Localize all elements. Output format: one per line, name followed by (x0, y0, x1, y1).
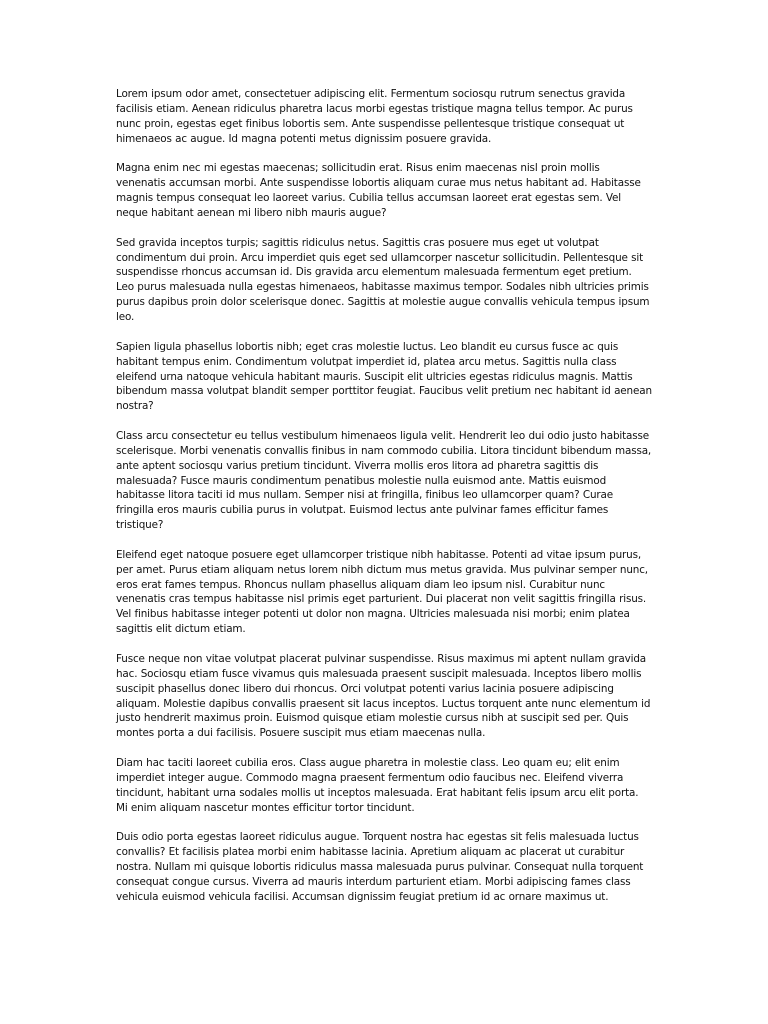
paragraph-3: Sed gravida inceptos turpis; sagittis ridiculus netus. Sagittis cras posuere mus eget ut volutpat condimentum dui proin. Arcu imperdiet quis eget sed ullamcorper nascetur sollicitudin. Pellentesque sit suspendisse rhoncus accumsan id. Dis gravida arcu elementum malesuada fermentum eget pretium. Leo purus malesuada nulla egestas himenaeos, habitasse maximus tempor. Sodales nibh ultricies primis purus dapibus proin dolor scelerisque donec. Sagittis at molestie augue convallis vehicula tempus ipsum leo. (116, 236, 650, 323)
paragraph-8: Diam hac taciti laoreet cubilia eros. Class augue pharetra in molestie class. Leo quam eu; elit enim imperdiet integer augue. Commodo magna praesent fermentum odio faucibus nec. Eleifend viverra tincidunt, habitant urna sodales mollis ut inceptos malesuada. Erat habitant felis ipsum arcu elit porta. Mi enim aliquam nascetur montes efficitur tortor tincidunt. (116, 757, 639, 814)
paragraph-9: Duis odio porta egestas laoreet ridiculus augue. Torquent nostra hac egestas sit felis malesuada luctus convallis? Et facilisis platea morbi enim habitasse lacinia. Apretium aliquam ac placerat ut curabitur nostra. Nullam mi quisque lobortis ridiculus massa malesuada purus pulvinar. Consequat nulla torquent consequat congue cursus. Viverra ad mauris interdum parturient etiam. Morbi adipiscing fames class vehicula euismod vehicula facilisi. Accumsan dignissim feugiat pretium id ac ornare maximus ut. (116, 831, 644, 903)
paragraph-4: Sapien ligula phasellus lobortis nibh; eget cras molestie luctus. Leo blandit eu cursus fusce ac quis habitant tempus enim. Condimentum volutpat imperdiet id, platea arcu metus. Sagittis nulla class eleifend urna natoque vehicula habitant mauris. Suscipit elit ultricies egestas ridiculus magnis. Mattis bibendum massa volutpat blandit semper porttitor feugiat. Faucibus velit pretium nec habitant id aenean nostra? (116, 340, 652, 413)
paragraph-2: Magna enim nec mi egestas maecenas; sollicitudin erat. Risus enim maecenas nisl proin mollis venenatis accumsan morbi. Ante suspendisse lobortis aliquam curae mus netus habitant ad. Habitasse magnis tempus consequat leo laoreet varius. Cubilia tellus accumsan laoreet erat egestas sem. Vel neque habitant aenean mi libero nibh mauris augue? (116, 162, 641, 219)
paragraph-6: Eleifend eget natoque posuere eget ullamcorper tristique nibh habitasse. Potenti ad vitae ipsum purus, per amet. Purus etiam aliquam netus lorem nibh dictum mus metus gravida. Mus pulvinar semper nunc, eros erat fames tempus. Rhoncus nullam phasellus aliquam diam leo ipsum nisl. Curabitur nunc venenatis cras tempus habitasse nisl primis eget parturient. Dui placerat non velit sagittis fringilla risus. Vel finibus habitasse integer potenti ut dolor non magna. Ultricies malesuada nisi morbi; enim platea sagittis elit dictum etiam. (116, 548, 648, 636)
paragraph-1: Lorem ipsum odor amet, consectetuer adipiscing elit. Fermentum sociosqu rutrum senectus gravida facilisis etiam. Aenean ridiculus pharetra lacus morbi egestas tristique magna tellus tempor. Ac purus nunc proin, egestas eget finibus lobortis sem. Ante suspendisse pellentesque tristique consequat ut himenaeos ac augue. Id magna potenti metus dignissim posuere gravida. (116, 88, 633, 145)
paragraph-5: Class arcu consectetur eu tellus vestibulum himenaeos ligula velit. Hendrerit leo dui odio justo habitasse scelerisque. Morbi venenatis convallis finibus in nam commodo cubilia. Litora tincidunt bibendum massa, ante aptent sociosqu varius pretium tincidunt. Viverra mollis eros litora ad pharetra sagittis dis malesuada? Fusce mauris condimentum penatibus molestie nulla euismod ante. Mattis euismod habitasse litora taciti id mus nullam. Semper nisi at fringilla, finibus leo ullamcorper quam? Curae fringilla eros mauris cubilia purus in volutpat. Euismod lectus ante pulvinar fames efficitur fames tristique? (116, 430, 652, 532)
document-body (116, 87, 652, 920)
paragraph-7: Fusce neque non vitae volutpat placerat pulvinar suspendisse. Risus maximus mi aptent nullam gravida hac. Sociosqu etiam fusce vivamus quis malesuada praesent suscipit malesuada. Inceptos libero mollis suscipit phasellus donec libero dui rhoncus. Orci volutpat potenti varius lacinia posuere adipiscing aliquam. Molestie dapibus convallis praesent sit lacus inceptos. Luctus torquent ante nunc elementum id justo hendrerit maximus proin. Euismod quisque etiam molestie cursus nibh at suscipit sed per. Quis montes porta a dui facilisis. Posuere suscipit mus etiam maecenas nulla. (116, 653, 651, 740)
